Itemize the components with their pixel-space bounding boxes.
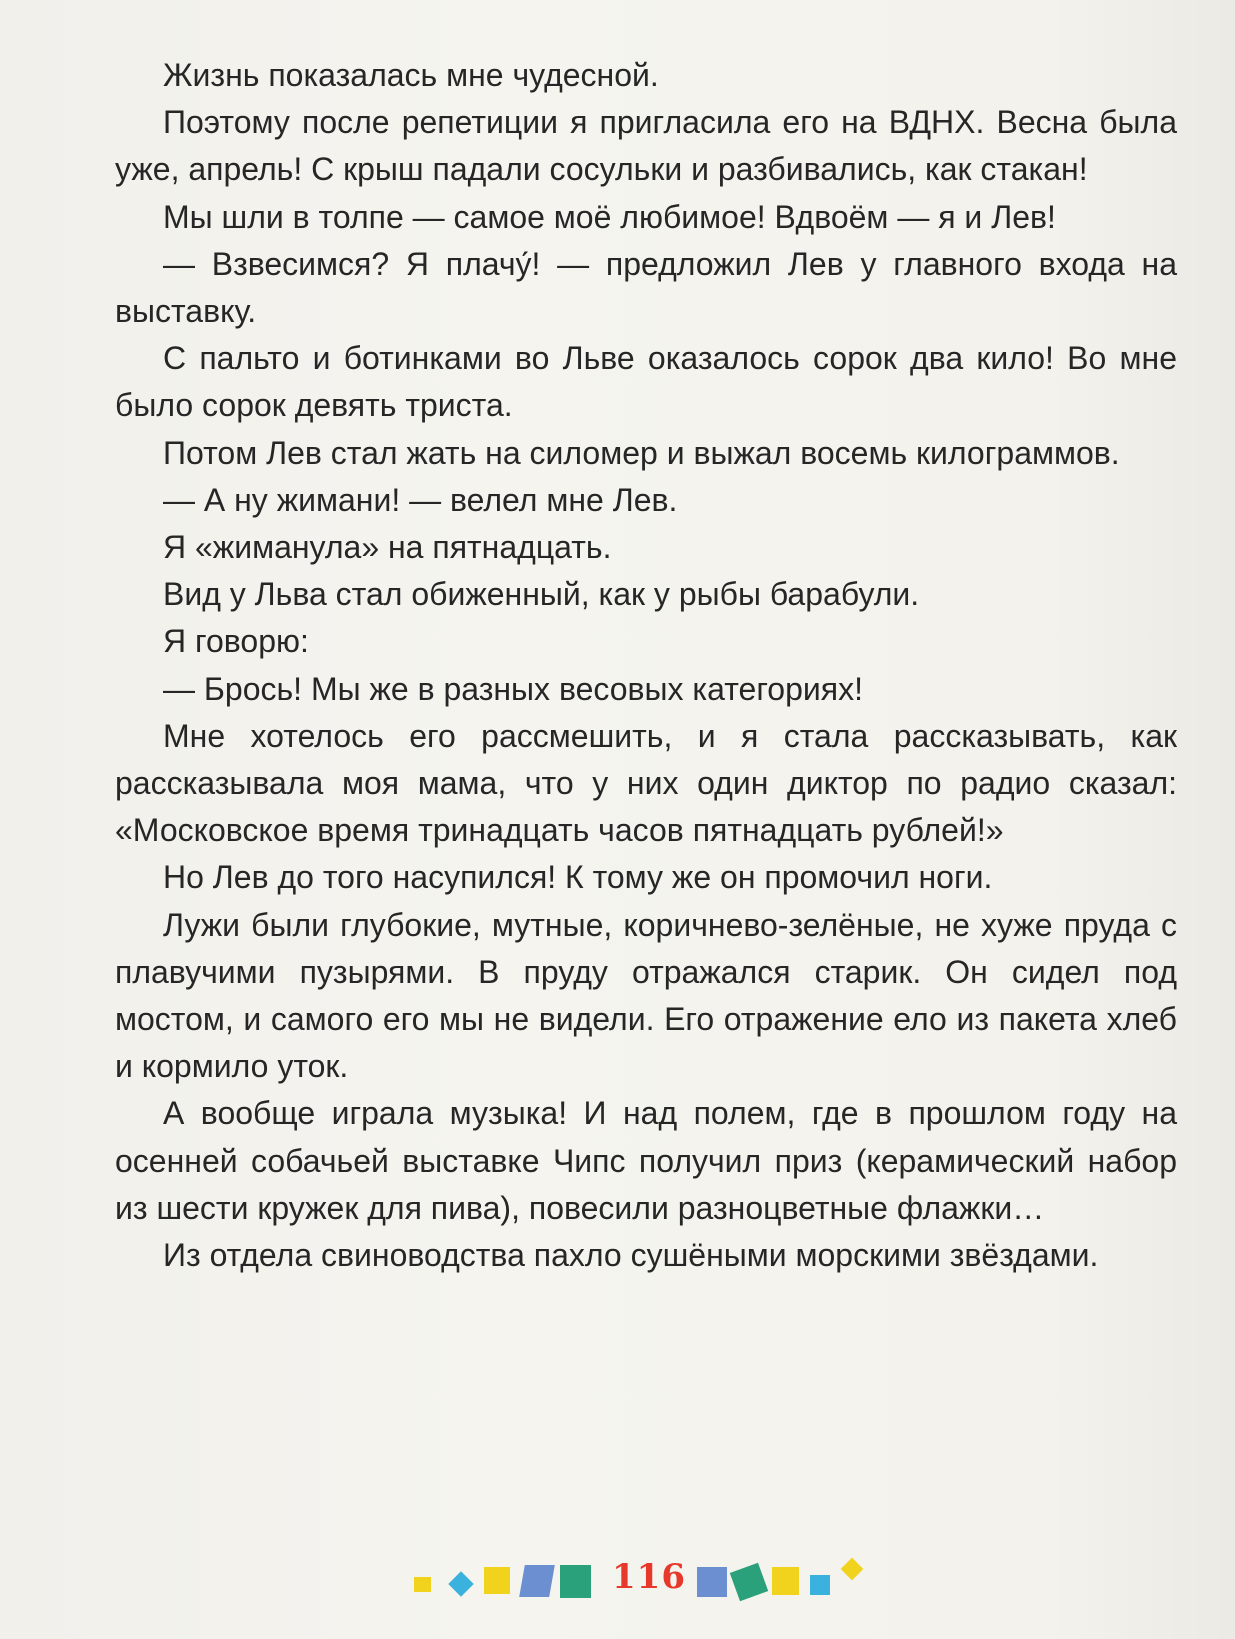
- paragraph: Мы шли в толпе — самое моё любимое! Вдвоём — я и Лев!: [163, 198, 1056, 235]
- body-text: [115, 52, 1177, 1279]
- paragraph: — Брось! Мы же в разных весовых категориях!: [163, 670, 863, 707]
- paragraph: Из отдела свиноводства пахло сушёными морскими звёздами.: [163, 1237, 1099, 1274]
- paragraph: Лужи были глубокие, мутные, коричнево-зелёные, не хуже пруда с плавучими пузырями. В пруду отражался старик. Он сидел под мостом, и самого его мы не видели. Его отражение ело из пакета хлеб и кормило уток.: [115, 906, 1177, 1085]
- decor-square-right-5: [841, 1558, 864, 1581]
- page-number: 116: [612, 1557, 686, 1597]
- decor-square-right-2: [730, 1563, 768, 1601]
- paragraph: Я говорю:: [163, 623, 309, 660]
- paragraph: Мне хотелось его рассмешить, и я стала рассказывать, как рассказывала моя мама, что у них один диктор по радио сказал: «Московское время тринадцать часов пятнадцать рублей!»: [115, 717, 1177, 849]
- decor-square-left-4: [519, 1565, 555, 1597]
- decor-square-left-5: [560, 1565, 591, 1598]
- page-footer: [0, 1555, 1235, 1605]
- decor-square-right-3: [772, 1567, 799, 1595]
- paragraph: А вообще играла музыка! И над полем, где в прошлом году на осенней собачьей выставке Чипс получил приз (керамический набор из шести кружек для пива), повесили разноцветные флажки…: [115, 1095, 1177, 1226]
- paragraph: Потом Лев стал жать на силомер и выжал восемь килограммов.: [163, 434, 1120, 471]
- paragraph: Но Лев до того насупился! К тому же он промочил ноги.: [163, 859, 993, 896]
- paragraph: Вид у Льва стал обиженный, как у рыбы барабули.: [163, 576, 920, 613]
- paragraph: Я «жиманула» на пятнадцать.: [163, 529, 612, 566]
- decor-square-left-2: [448, 1571, 473, 1596]
- paragraph: — А ну жимани! — велел мне Лев.: [163, 481, 678, 518]
- decor-square-right-1: [697, 1567, 727, 1597]
- paragraph: Поэтому после репетиции я пригласила его на ВДНХ. Весна была уже, апрель! С крыш падали сосульки и разбивались, как стакан!: [115, 104, 1177, 188]
- paragraph: С пальто и ботинками во Льве оказалось сорок два кило! Во мне было сорок девять триста.: [115, 340, 1177, 424]
- decor-square-left-1: [414, 1577, 431, 1592]
- decor-square-right-4: [810, 1575, 830, 1595]
- decor-square-left-3: [484, 1567, 510, 1594]
- paragraph: — Взвесимся? Я плачу́! — предложил Лев у главного входа на выставку.: [115, 245, 1177, 330]
- paragraph: Жизнь показалась мне чудесной.: [163, 57, 659, 93]
